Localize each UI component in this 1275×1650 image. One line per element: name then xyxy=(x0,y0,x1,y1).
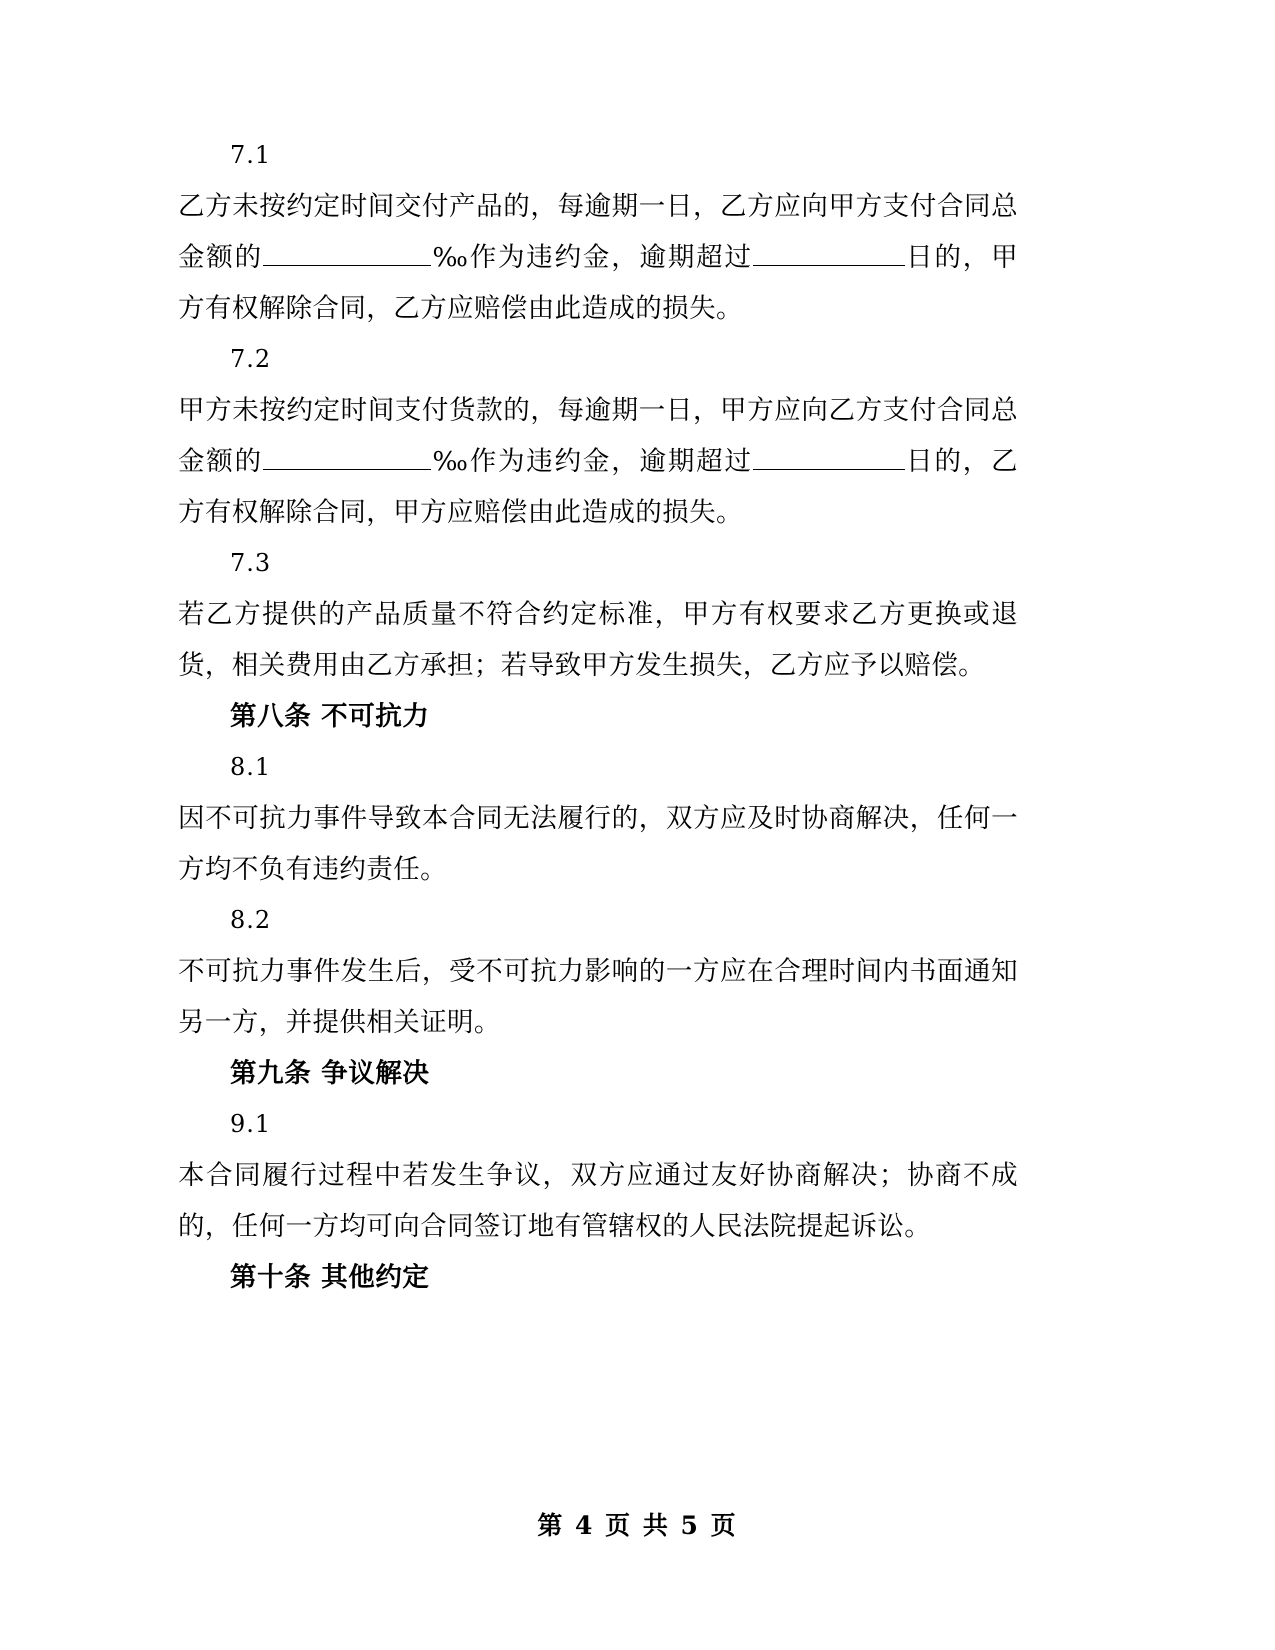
document-body xyxy=(178,130,1018,1303)
fill-in-blank[interactable] xyxy=(753,265,905,266)
clause-paragraph xyxy=(178,181,1018,334)
clause-number: 8.2 xyxy=(230,906,272,934)
paragraph-text: ‰作为违约金，逾期超过 xyxy=(430,446,753,477)
fill-in-blank[interactable] xyxy=(753,469,905,470)
clause-number: 8.1 xyxy=(230,753,272,781)
clause-paragraph xyxy=(178,1150,1018,1252)
paragraph-text: 日的，乙方有权解除合同，甲方应赔偿由此造成的损失。 xyxy=(178,446,1018,528)
clause-number: 9.1 xyxy=(230,1110,272,1138)
paragraph-text: 本合同履行过程中若发生争议，双方应通过友好协商解决；协商不成的，任何一方均可向合同签订地有管辖权的人民法院提起诉讼。 xyxy=(178,1160,1018,1242)
fill-in-blank[interactable] xyxy=(263,469,431,470)
section-heading: 第八条 不可抗力 xyxy=(230,701,430,732)
section-heading: 第十条 其他约定 xyxy=(230,1262,430,1293)
paragraph-text: ‰作为违约金，逾期超过 xyxy=(430,242,753,273)
paragraph-text: 日的，甲方有权解除合同，乙方应赔偿由此造成的损失。 xyxy=(178,242,1018,324)
page-footer: 第 4 页 共 5 页 xyxy=(537,1511,738,1540)
paragraph-text: 乙方未按约定时间交付产品的，每逾期一日，乙方应向甲方支付合同总金额的 xyxy=(178,191,1018,273)
clause-paragraph xyxy=(178,385,1018,538)
clause-paragraph xyxy=(178,793,1018,895)
paragraph-text: 甲方未按约定时间支付货款的，每逾期一日，甲方应向乙方支付合同总金额的 xyxy=(178,395,1018,477)
paragraph-text: 若乙方提供的产品质量不符合约定标准，甲方有权要求乙方更换或退货，相关费用由乙方承担；若导致甲方发生损失，乙方应予以赔偿。 xyxy=(178,599,1018,681)
paragraph-text: 不可抗力事件发生后，受不可抗力影响的一方应在合理时间内书面通知另一方，并提供相关证明。 xyxy=(178,956,1018,1038)
fill-in-blank[interactable] xyxy=(263,265,431,266)
clause-number: 7.2 xyxy=(230,345,272,373)
clause-paragraph xyxy=(178,589,1018,691)
section-heading: 第九条 争议解决 xyxy=(230,1058,430,1089)
clause-paragraph xyxy=(178,946,1018,1048)
paragraph-text: 因不可抗力事件导致本合同无法履行的，双方应及时协商解决，任何一方均不负有违约责任。 xyxy=(178,803,1018,885)
clause-number: 7.3 xyxy=(230,549,272,577)
clause-number: 7.1 xyxy=(230,141,272,169)
